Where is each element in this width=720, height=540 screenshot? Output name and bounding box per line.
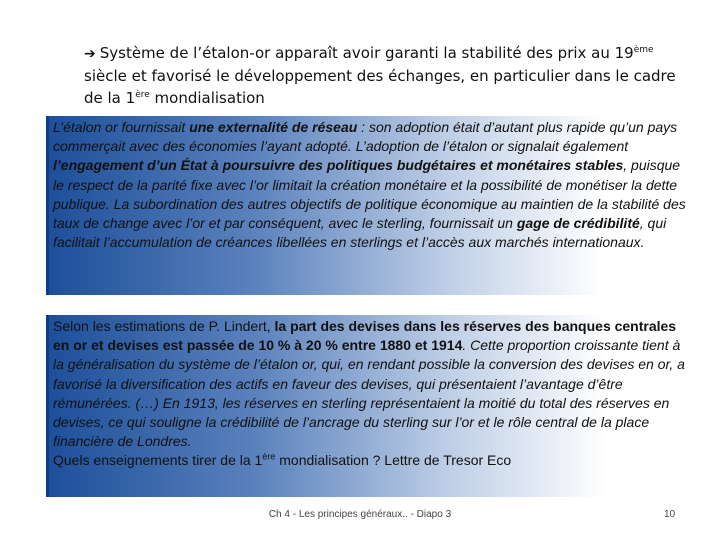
box1-bold-1: une externalité de réseau [189, 119, 358, 135]
box2-text-1: Selon les estimations de P. Lindert, [53, 318, 275, 334]
quote-box-etalon-or [46, 116, 693, 295]
box2-bold-1: la part des devises dans les réserves des banques centrales en or et devises est passée de 10 % à 20 % entre 1880 et 1914 [53, 318, 677, 354]
box2-text-3: Quels enseignements tirer de la 1 [53, 452, 263, 469]
heading-sup-2: ère [135, 90, 150, 100]
heading-text-2: siècle et favorisé le développement des échanges, en particulier dans le cadre de la 1 [84, 67, 676, 107]
box2-text-2: . Cette proportion croissante tient à la généralisation du système de l’étalon or, qui, en rendant possible la conversion des devises en or, a favorisé la diversification des actifs en faveur des devises, qui présentaient l’avantage d’être rémunérées. (…) En 1913, les réserves en sterling représentaient la moitié du total des réserves en devises, ce qui souligne la crédibilité de l’ancrage du sterling sur l’or et le rôle central de la place financière de Londres. [53, 337, 685, 450]
arrow-right-icon: ➔ [84, 46, 96, 62]
heading-text-1: Système de l’étalon-or apparaît avoir garanti la stabilité des prix au 19 [99, 44, 634, 62]
box1-bold-2: l’engagement d’un État à poursuivre des politiques budgétaires et monétaires stables [53, 157, 624, 174]
box1-text-2: : son adoption était d’autant plus rapide qu’un pays commerçait avec des économies l’ayant adopté. L’adoption de l’étalon or signalait également [53, 119, 678, 155]
box1-text-3: , puisque le respect de la parité fixe avec l’or limitait la création monétaire et la possibilité de monétiser la dette publique. La subordination des autres objectifs de politique économique au maintien de la stabilité des taux de change avec l’or et par conséquent, avec le sterling, fournissait un [53, 157, 686, 232]
box2-sup: ère [262, 451, 276, 462]
heading-text-3: mondialisation [149, 89, 265, 107]
page-number: 10 [664, 509, 676, 520]
box1-text-1: L’étalon or fournissait [53, 119, 190, 135]
slide-heading [84, 42, 684, 109]
footer-text: Ch 4 - Les principes généraux.. - Diapo 3 [268, 509, 452, 520]
heading-sup-1: ème [633, 45, 654, 55]
box1-bold-3: gage de crédibilité [516, 215, 640, 232]
box2-text-4: mondialisation ? Lettre de Tresor Eco [275, 452, 512, 469]
quote-box-lindert [46, 315, 697, 497]
box1-text-4: , qui facilitait l’accumulation de créances libellées en sterlings et l’accès aux marchés internationaux. [53, 215, 667, 251]
